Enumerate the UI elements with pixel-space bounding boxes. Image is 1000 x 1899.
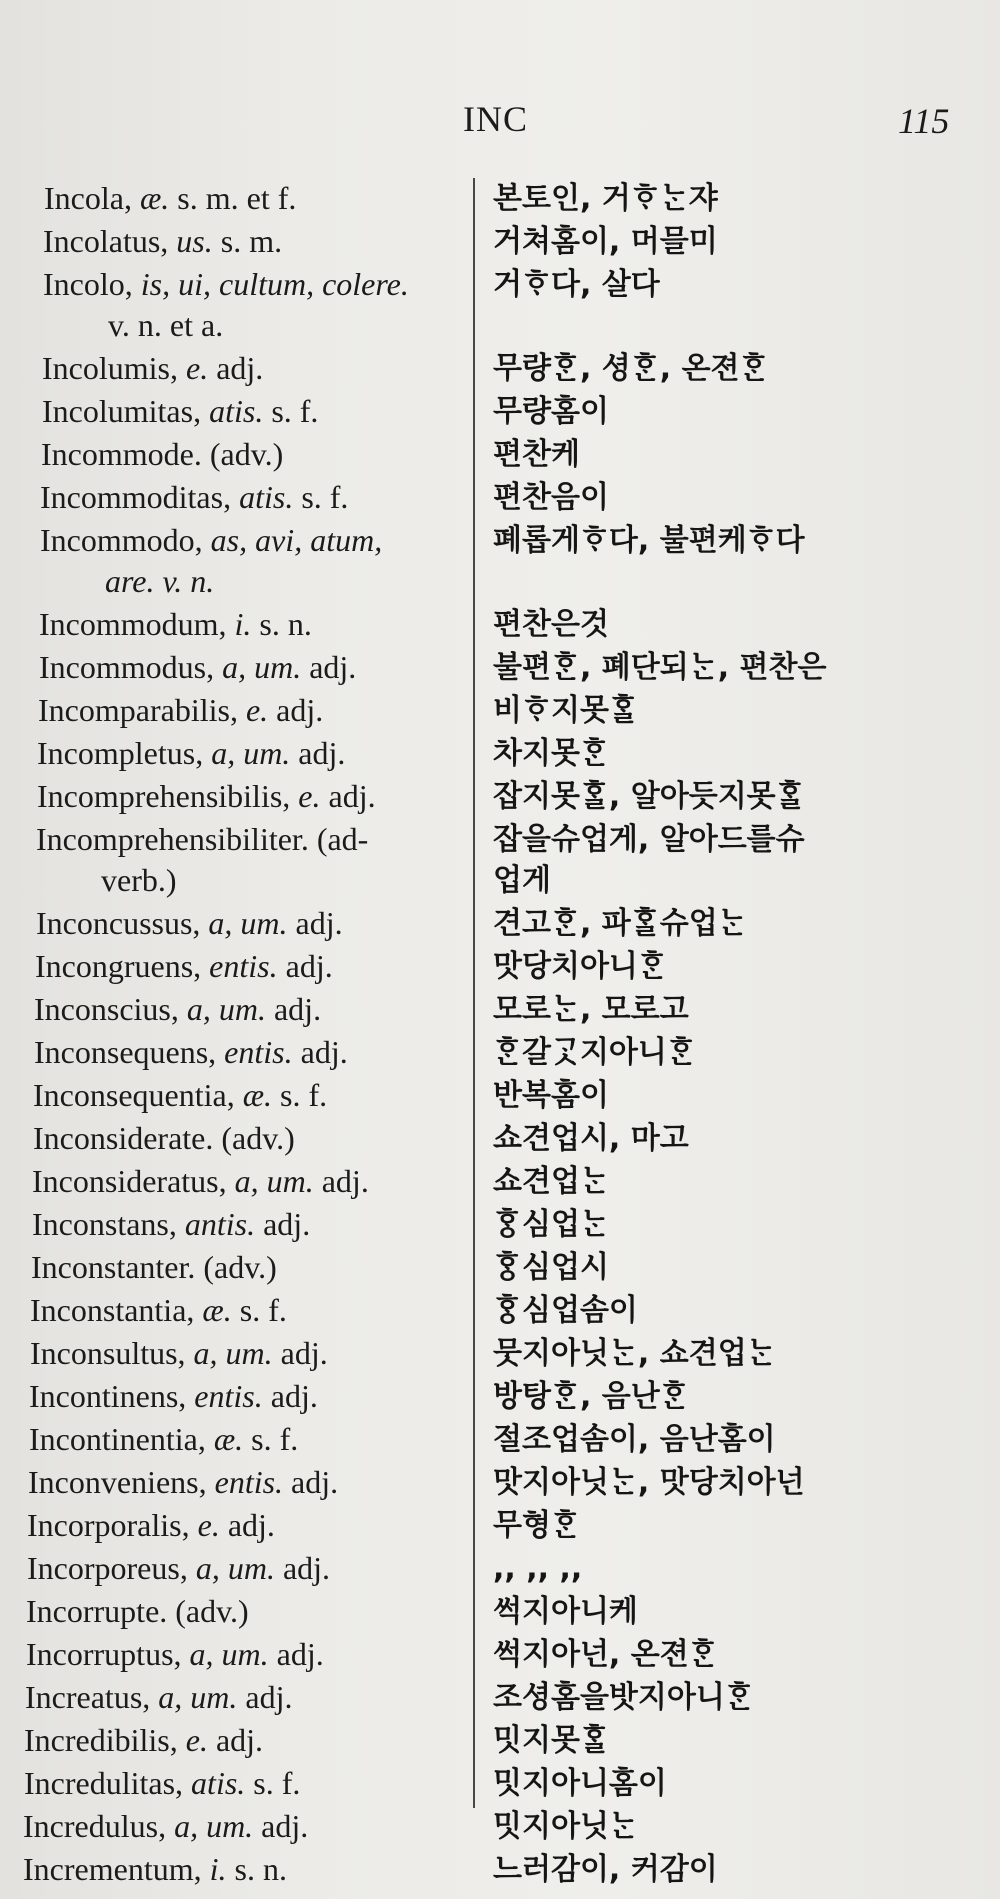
headword: Incomparabilis, <box>38 692 238 728</box>
korean-definition <box>493 1634 983 1675</box>
latin-term <box>41 434 481 475</box>
latin-term <box>43 264 483 346</box>
dictionary-entry <box>0 477 1000 520</box>
latin-term <box>36 903 476 944</box>
dictionary-entry <box>0 264 1000 348</box>
latin-term <box>43 221 483 262</box>
grammar-note: us. <box>176 223 213 259</box>
headword: Incredibilis, <box>24 1722 178 1758</box>
headword: Incommodum, <box>39 606 227 642</box>
latin-term <box>36 819 476 901</box>
headword: Incommoditas, <box>40 479 232 515</box>
latin-term <box>34 1032 474 1073</box>
part-of-speech: (ad- <box>316 821 369 857</box>
page-number: 115 <box>898 101 950 141</box>
korean-text: 쇼견업ᄂᆞᆫ <box>493 1164 609 1199</box>
korean-text: 뭇지아닛ᄂᆞᆫ, 쇼견업ᄂᆞᆫ <box>493 1336 776 1371</box>
headword: Incomprehensibiliter. <box>36 821 309 857</box>
grammar-note: a, um. <box>234 1163 314 1199</box>
headword: Incorporalis, <box>27 1507 190 1543</box>
part-of-speech: adj. <box>291 1464 339 1500</box>
korean-text: 거쳐홈이, 머믈미 <box>493 224 718 259</box>
latin-term <box>42 348 482 389</box>
part-of-speech: (adv.) <box>203 1249 277 1285</box>
dictionary-entry <box>0 1505 1000 1548</box>
korean-definition <box>493 1032 983 1073</box>
latin-term <box>38 690 478 731</box>
part-of-speech: adj. <box>280 1335 328 1371</box>
headword: Inconstans, <box>32 1206 177 1242</box>
dictionary-entry <box>0 1634 1000 1677</box>
latin-continuation: are. v. n. <box>105 563 215 599</box>
korean-text: 비ᄒᆞ지못ᄒᆞᆯ <box>493 693 638 728</box>
korean-definition <box>493 819 983 901</box>
latin-term <box>25 1677 465 1718</box>
korean-definition <box>493 1247 983 1288</box>
latin-term <box>35 946 475 987</box>
grammar-note: atis. <box>239 479 294 515</box>
headword: Inconsequens, <box>34 1034 217 1070</box>
part-of-speech: s. n. <box>234 1851 287 1887</box>
korean-text: 조셩홈을밧지아니ᄒᆞᆫ <box>493 1680 754 1715</box>
korean-definition <box>493 1075 983 1116</box>
latin-term <box>33 1075 473 1116</box>
dictionary-entry <box>0 1376 1000 1419</box>
headword: Incolumis, <box>42 350 178 386</box>
dictionary-entry <box>0 690 1000 733</box>
latin-term <box>40 520 480 602</box>
dictionary-entry <box>0 1290 1000 1333</box>
latin-term <box>27 1505 467 1546</box>
grammar-note: æ. <box>202 1292 232 1328</box>
korean-definition <box>493 221 983 262</box>
latin-term <box>26 1591 466 1632</box>
part-of-speech: adj. <box>216 350 264 386</box>
korean-definition <box>493 733 983 774</box>
latin-term <box>26 1634 466 1675</box>
dictionary-entry <box>0 221 1000 264</box>
grammar-note: æ. <box>139 180 170 216</box>
korean-text: 맛지아닛ᄂᆞᆫ, 맛당치아넌 <box>493 1465 805 1500</box>
latin-term <box>37 776 477 817</box>
dictionary-entry <box>0 733 1000 776</box>
korean-definition <box>493 1204 983 1245</box>
korean-definition <box>493 1763 983 1804</box>
korean-definition <box>493 1462 983 1503</box>
grammar-note: a, um. <box>189 1636 269 1672</box>
latin-term <box>37 733 477 774</box>
korean-definition <box>493 989 983 1030</box>
headword: Incorruptus, <box>26 1636 182 1672</box>
latin-term <box>29 1376 469 1417</box>
headword: Incolo, <box>43 266 133 302</box>
dictionary-entry <box>0 520 1000 604</box>
korean-text: ᄒᆞᆼ심업시 <box>493 1250 609 1285</box>
korean-text: 폐롭게ᄒᆞ다, 불편케ᄒᆞ다 <box>493 523 805 558</box>
headword: Inconstantia, <box>30 1292 195 1328</box>
korean-definition <box>493 178 983 219</box>
grammar-note: æ. <box>242 1077 273 1113</box>
dictionary-entry <box>0 604 1000 647</box>
korean-continuation: 업게 <box>493 863 551 898</box>
latin-term <box>24 1720 464 1761</box>
dictionary-entry <box>0 391 1000 434</box>
korean-definition <box>493 1290 983 1331</box>
headword: Incontinens, <box>29 1378 187 1414</box>
part-of-speech: (adv.) <box>175 1593 249 1629</box>
part-of-speech: s. f. <box>251 1421 299 1457</box>
grammar-note: a, um. <box>195 1550 275 1586</box>
korean-definition <box>493 477 983 518</box>
korean-text: 썩지아니케 <box>493 1594 638 1629</box>
latin-term <box>34 989 474 1030</box>
latin-continuation: verb.) <box>101 862 177 898</box>
korean-text: 절조업솜이, 음난홈이 <box>493 1422 776 1457</box>
grammar-note: is, ui, cultum, colere. <box>140 266 409 302</box>
grammar-note: a, um. <box>174 1808 254 1844</box>
latin-term <box>32 1161 472 1202</box>
dictionary-entry <box>0 819 1000 903</box>
part-of-speech: (adv.) <box>221 1120 295 1156</box>
part-of-speech: adj. <box>282 1550 331 1586</box>
korean-text: 차지못ᄒᆞᆫ <box>493 736 609 771</box>
dictionary-entry <box>0 989 1000 1032</box>
grammar-note: æ. <box>213 1421 244 1457</box>
korean-definition <box>493 434 983 475</box>
grammar-note: e. <box>185 1722 208 1758</box>
grammar-note: e. <box>298 778 321 814</box>
korean-definition <box>493 690 983 731</box>
headword: Incommode. <box>41 436 202 472</box>
part-of-speech: s. n. <box>259 606 312 642</box>
grammar-note: antis. <box>184 1206 256 1242</box>
headword: Incongruens, <box>35 948 202 984</box>
korean-definition <box>493 1118 983 1159</box>
headword: Inconsequentia, <box>33 1077 235 1113</box>
part-of-speech: adj. <box>261 1808 309 1844</box>
latin-term <box>44 178 484 219</box>
korean-text: ,, ,, ,, <box>493 1551 583 1586</box>
korean-definition <box>493 776 983 817</box>
korean-text: 본토인, 거ᄒᆞᄂᆞᆫ쟈 <box>493 181 718 216</box>
dictionary-entry <box>0 1462 1000 1505</box>
headword: Incrementum, <box>23 1851 202 1887</box>
dictionary-entry <box>0 1161 1000 1204</box>
dictionary-entry <box>0 1677 1000 1720</box>
part-of-speech: adj. <box>215 1722 264 1758</box>
headword: Incredulitas, <box>24 1765 184 1801</box>
latin-term <box>28 1462 468 1503</box>
part-of-speech: adj. <box>270 1378 318 1414</box>
grammar-note: entis. <box>214 1464 284 1500</box>
dictionary-entry <box>0 1204 1000 1247</box>
latin-term <box>27 1548 467 1589</box>
latin-term <box>39 604 479 645</box>
grammar-note: a, um. <box>222 649 302 685</box>
guide-word: INC <box>463 99 528 139</box>
korean-text: 무형ᄒᆞᆫ <box>493 1508 580 1543</box>
latin-term <box>23 1849 463 1890</box>
part-of-speech: adj. <box>298 735 346 771</box>
korean-text: 밋지아니홈이 <box>493 1766 667 1801</box>
part-of-speech: adj. <box>227 1507 275 1543</box>
headword: Inconsiderate. <box>33 1120 214 1156</box>
part-of-speech: adj. <box>321 1163 369 1199</box>
part-of-speech: adj. <box>245 1679 293 1715</box>
part-of-speech: adj. <box>276 692 324 728</box>
korean-definition <box>493 1419 983 1460</box>
part-of-speech: s. f. <box>280 1077 328 1113</box>
headword: Incommodus, <box>39 649 215 685</box>
korean-text: 견고ᄒᆞᆫ, 파ᄒᆞᆯ슈업ᄂᆞᆫ <box>493 906 747 941</box>
part-of-speech: adj. <box>273 991 322 1027</box>
part-of-speech: s. f. <box>253 1765 301 1801</box>
korean-definition <box>493 1806 983 1847</box>
dictionary-entry <box>0 903 1000 946</box>
dictionary-entry <box>0 1849 1000 1892</box>
korean-definition <box>493 1376 983 1417</box>
dictionary-entry <box>0 1032 1000 1075</box>
korean-definition <box>493 1849 983 1890</box>
korean-text: 불편ᄒᆞᆫ, 폐단되ᄂᆞᆫ, 편찬은 <box>493 650 827 685</box>
part-of-speech: s. m. <box>220 223 283 259</box>
latin-continuation: v. n. et a. <box>108 307 224 343</box>
dictionary-entry <box>0 946 1000 989</box>
headword: Inconscius, <box>34 991 179 1027</box>
grammar-note: a, um. <box>211 735 291 771</box>
headword: Inconsultus, <box>30 1335 186 1371</box>
running-head <box>0 98 1000 148</box>
korean-text: 방탕ᄒᆞᆫ, 음난ᄒᆞᆫ <box>493 1379 689 1414</box>
grammar-note: e. <box>185 350 209 386</box>
headword: Incomprehensibilis, <box>37 778 291 814</box>
korean-text: 반복홈이 <box>493 1078 609 1113</box>
grammar-note: as, avi, atum, <box>210 522 383 558</box>
grammar-note: i. <box>234 606 252 642</box>
dictionary-entry <box>0 1806 1000 1849</box>
korean-text: 밋지아닛ᄂᆞᆫ <box>493 1809 638 1844</box>
grammar-note: e. <box>197 1507 220 1543</box>
latin-term <box>30 1290 470 1331</box>
dictionary-entry <box>0 776 1000 819</box>
grammar-note: atis. <box>209 393 264 429</box>
korean-definition <box>493 903 983 944</box>
part-of-speech: s. f. <box>239 1292 287 1328</box>
korean-definition <box>493 520 983 561</box>
dictionary-entry <box>0 1247 1000 1290</box>
korean-text: 편찬은것 <box>493 607 609 642</box>
dictionary-entry <box>0 1075 1000 1118</box>
dictionary-entry <box>0 178 1000 221</box>
part-of-speech: s. m. et f. <box>177 180 297 216</box>
korean-definition <box>493 1548 983 1589</box>
headword: Incola, <box>44 180 132 216</box>
latin-term <box>24 1763 464 1804</box>
part-of-speech: adj. <box>285 948 333 984</box>
part-of-speech: adj. <box>276 1636 324 1672</box>
dictionary-entry <box>0 1763 1000 1806</box>
dictionary-entry <box>0 348 1000 391</box>
latin-term <box>31 1247 471 1288</box>
headword: Incorporeus, <box>27 1550 188 1586</box>
headword: Inconstanter. <box>31 1249 196 1285</box>
korean-definition <box>493 604 983 645</box>
korean-text: 편찬음이 <box>493 480 609 515</box>
korean-definition <box>493 391 983 432</box>
grammar-note: entis. <box>209 948 278 984</box>
part-of-speech: s. f. <box>301 479 349 515</box>
korean-text: 편찬케 <box>493 437 580 472</box>
korean-definition <box>493 264 983 305</box>
korean-text: 느러감이, 커감이 <box>493 1852 718 1887</box>
korean-text: 무량ᄒᆞᆫ, 셩ᄒᆞᆫ, 온젼ᄒᆞᆫ <box>493 351 769 386</box>
part-of-speech: s. f. <box>271 393 319 429</box>
grammar-note: a, um. <box>208 905 288 941</box>
korean-definition <box>493 348 983 389</box>
dictionary-entry <box>0 434 1000 477</box>
part-of-speech: adj. <box>300 1034 348 1070</box>
korean-text: 밋지못ᄒᆞᆯ <box>493 1723 609 1758</box>
dictionary-entry <box>0 1720 1000 1763</box>
korean-text: ᄒᆞᆼ심업ᄂᆞᆫ <box>493 1207 609 1242</box>
entry-list <box>0 178 1000 1892</box>
headword: Inconveniens, <box>28 1464 207 1500</box>
korean-definition <box>493 946 983 987</box>
korean-definition <box>493 1720 983 1761</box>
latin-term <box>42 391 482 432</box>
latin-term <box>23 1806 463 1847</box>
headword: Incredulus, <box>23 1808 167 1844</box>
dictionary-entry <box>0 1419 1000 1462</box>
headword: Increatus, <box>25 1679 151 1715</box>
korean-text: ᄒᆞᆫ갈ᄀᆞᆺ지아니ᄒᆞᆫ <box>493 1035 696 1070</box>
korean-definition <box>493 1591 983 1632</box>
part-of-speech: adj. <box>309 649 357 685</box>
latin-term <box>32 1204 472 1245</box>
headword: Incolatus, <box>43 223 169 259</box>
grammar-note: a, um. <box>158 1679 238 1715</box>
part-of-speech: adj. <box>328 778 376 814</box>
latin-term <box>29 1419 469 1460</box>
part-of-speech: adj. <box>263 1206 311 1242</box>
korean-definition <box>493 1677 983 1718</box>
grammar-note: e. <box>245 692 269 728</box>
korean-text: 맛당치아니ᄒᆞᆫ <box>493 949 667 984</box>
headword: Incommodo, <box>40 522 203 558</box>
headword: Inconcussus, <box>36 905 201 941</box>
headword: Inconsideratus, <box>32 1163 227 1199</box>
dictionary-entry <box>0 1548 1000 1591</box>
korean-text: ᄒᆞᆼ심업솜이 <box>493 1293 638 1328</box>
part-of-speech: adj. <box>295 905 343 941</box>
grammar-note: i. <box>209 1851 227 1887</box>
korean-text: 잡을슈업게, 알아드를슈 <box>493 822 805 857</box>
grammar-note: entis. <box>224 1034 293 1070</box>
korean-text: 거ᄒᆞ다, 살다 <box>493 267 660 302</box>
grammar-note: entis. <box>194 1378 263 1414</box>
headword: Incontinentia, <box>29 1421 206 1457</box>
korean-definition <box>493 647 983 688</box>
latin-term <box>33 1118 473 1159</box>
korean-text: 썩지아넌, 온젼ᄒᆞᆫ <box>493 1637 718 1672</box>
dictionary-entry <box>0 1591 1000 1634</box>
latin-term <box>39 647 479 688</box>
headword: Incolumitas, <box>42 393 202 429</box>
latin-term <box>40 477 480 518</box>
korean-text: 무량홈이 <box>493 394 609 429</box>
korean-definition <box>493 1505 983 1546</box>
dictionary-entry <box>0 1118 1000 1161</box>
korean-text: 모로ᄂᆞᆫ, 모로고 <box>493 992 689 1027</box>
latin-term <box>30 1333 470 1374</box>
dictionary-entry <box>0 647 1000 690</box>
grammar-note: atis. <box>191 1765 246 1801</box>
korean-definition <box>493 1333 983 1374</box>
korean-definition <box>493 1161 983 1202</box>
headword: Incompletus, <box>37 735 204 771</box>
headword: Incorrupte. <box>26 1593 168 1629</box>
grammar-note: a, um. <box>193 1335 273 1371</box>
grammar-note: a, um. <box>186 991 266 1027</box>
part-of-speech: (adv.) <box>209 436 284 472</box>
korean-text: 쇼견업시, 마고 <box>493 1121 689 1156</box>
korean-text: 잡지못ᄒᆞᆯ, 알아듯지못ᄒᆞᆯ <box>493 779 805 814</box>
dictionary-entry <box>0 1333 1000 1376</box>
